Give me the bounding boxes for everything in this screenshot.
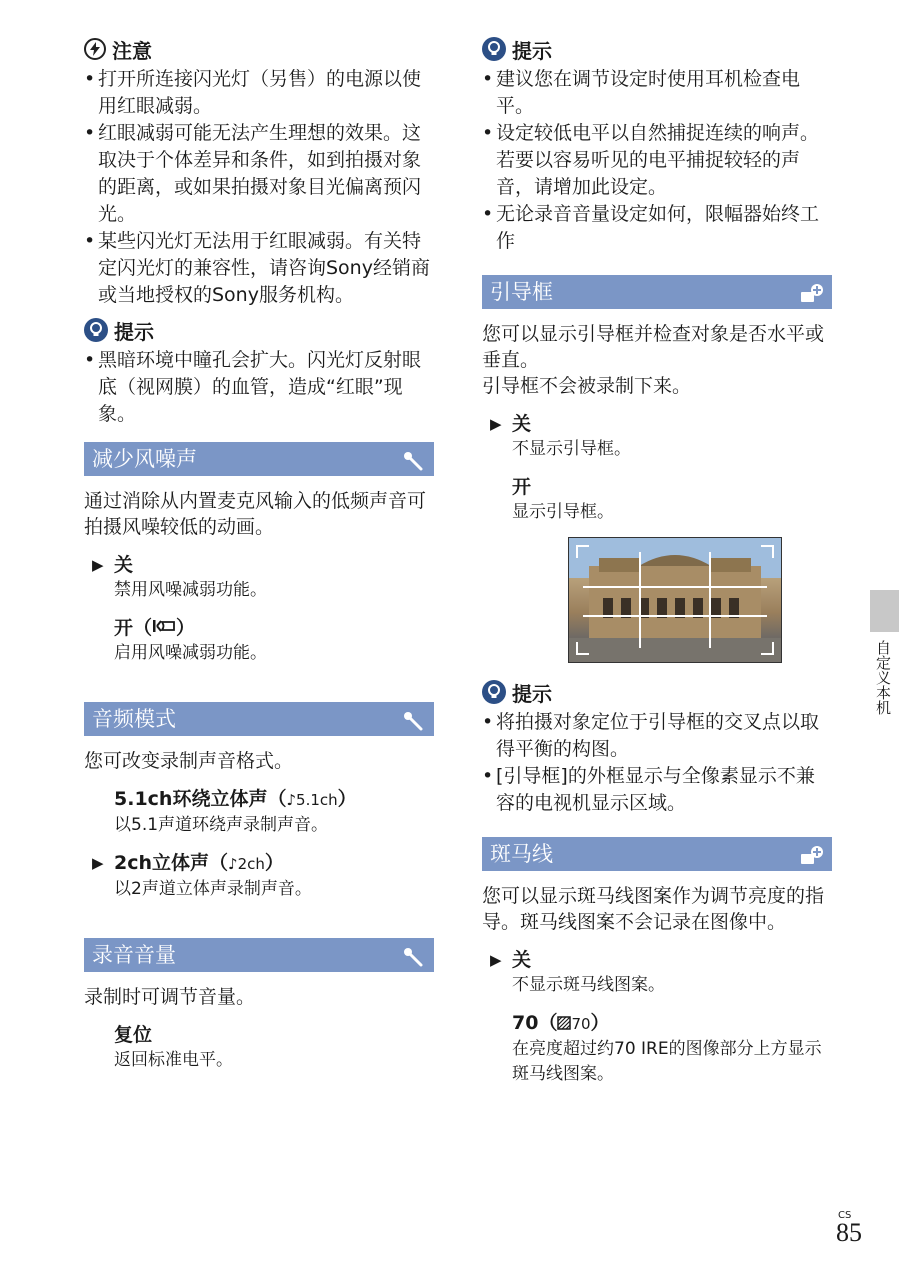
section-bar-audio-mode [84, 702, 434, 736]
option-off [482, 411, 832, 462]
zebra-pattern-icon [557, 1012, 571, 1034]
option-on [84, 615, 434, 666]
option-desc: 禁用风噪减弱功能。 [114, 580, 267, 600]
list-item: • 将拍摄对象定位于引导框的交叉点以取得平衡的构图。 [482, 709, 832, 763]
default-marker-icon: ▶ [92, 556, 104, 574]
section-body: 录制时可调节音量。 [84, 986, 256, 1008]
option-desc: 返回标准电平。 [114, 1050, 233, 1070]
option-title: 开（ ） [114, 617, 196, 639]
hint-heading [482, 677, 832, 707]
camera-settings-menu-icon [800, 843, 822, 865]
list-item: • 打开所连接闪光灯（另售）的电源以使用红眼减弱。 [84, 66, 434, 120]
option-title: 关 [512, 413, 532, 435]
hint-title: 提示 [512, 681, 552, 706]
section-body: 通过消除从内置麦克风输入的低频声音可拍摄风噪较低的动画。 [84, 490, 427, 538]
flash-caution-icon [84, 38, 106, 60]
camera-settings-menu-icon [800, 281, 822, 303]
lightbulb-hint-icon [84, 318, 108, 342]
list-item: • [引导框]的外框显示与全像素显示不兼容的电视机显示区域。 [482, 763, 832, 817]
hint-list [482, 709, 832, 817]
option-off [84, 552, 434, 603]
option-5-1ch [84, 786, 434, 838]
section-heading: 录音音量 [92, 943, 176, 967]
option-title: 70（ 70） [512, 1012, 610, 1034]
default-marker-icon: ▶ [490, 415, 502, 433]
section-bar-guide-frame [482, 275, 832, 309]
section-body: 您可以显示斑马线图案作为调节亮度的指导。斑马线图案不会记录在图像中。 [482, 885, 825, 933]
option-desc: 在亮度超过约70 IRE的图像部分上方显示斑马线图案。 [512, 1039, 822, 1084]
list-item: • 建议您在调节设定时使用耳机检查电平。 [482, 66, 832, 120]
section-body-2: 引导框不会被录制下来。 [482, 375, 692, 397]
option-title: 5.1ch环绕立体声（♪5.1ch） [114, 788, 357, 810]
page-number: 85 [836, 1218, 862, 1247]
option-2ch [84, 850, 434, 902]
chapter-side-tab [870, 590, 899, 632]
left-column [84, 34, 434, 1085]
option-70 [482, 1010, 832, 1087]
guide-frame-photo [568, 537, 782, 663]
option-desc: 不显示斑马线图案。 [512, 975, 665, 995]
list-item: • 某些闪光灯无法用于红眼减弱。有关特定闪光灯的兼容性，请咨询Sony经销商或当地授权的Sony服务机构。 [84, 228, 434, 309]
lightbulb-hint-icon [482, 680, 506, 704]
page-language-code: CS [838, 1210, 852, 1221]
microphone-menu-icon [402, 708, 424, 730]
list-item: • 无论录音音量设定如何，限幅器始终工作 [482, 201, 832, 255]
option-title: 开 [512, 476, 532, 498]
microphone-menu-icon [402, 944, 424, 966]
hint-list [84, 347, 434, 428]
option-off [482, 947, 832, 998]
section-heading: 音频模式 [92, 707, 176, 731]
hint-title: 提示 [512, 38, 552, 63]
hint-heading [482, 34, 832, 64]
option-desc: 显示引导框。 [512, 502, 614, 522]
list-item: • 红眼减弱可能无法产生理想的效果。这取决于个体差异和条件，如到拍摄对象的距离，或如果拍摄对象目光偏离预闪光。 [84, 120, 434, 228]
default-marker-icon: ▶ [92, 854, 104, 872]
section-bar-recording-volume [84, 938, 434, 972]
wind-reduction-icon [152, 617, 176, 639]
chapter-side-label: 自定义本机 [874, 640, 892, 715]
caution-heading [84, 34, 434, 64]
option-desc: 启用风噪减弱功能。 [114, 643, 267, 663]
option-desc: 以2声道立体声录制声音。 [114, 879, 312, 899]
list-item: • 设定较低电平以自然捕捉连续的响声。若要以容易听见的电平捕捉较轻的声音，请增加此设定。 [482, 120, 832, 201]
section-heading: 引导框 [490, 280, 553, 304]
option-title: 关 [114, 554, 134, 576]
option-title: 2ch立体声（♪2ch） [114, 852, 284, 874]
option-desc: 不显示引导框。 [512, 439, 631, 459]
section-body: 您可以显示引导框并检查对象是否水平或垂直。 [482, 323, 825, 371]
option-reset [84, 1022, 434, 1073]
option-desc: 以5.1声道环绕声录制声音。 [114, 815, 329, 835]
microphone-menu-icon [402, 448, 424, 470]
section-bar-zebra [482, 837, 832, 871]
right-column [482, 34, 832, 1099]
hint-list [482, 66, 832, 255]
section-body: 您可改变录制声音格式。 [84, 750, 294, 772]
caution-title: 注意 [112, 38, 152, 63]
section-heading: 减少风噪声 [92, 447, 197, 471]
option-title: 复位 [114, 1024, 153, 1046]
hint-title: 提示 [114, 319, 154, 344]
default-marker-icon: ▶ [490, 951, 502, 969]
lightbulb-hint-icon [482, 37, 506, 61]
caution-list [84, 66, 434, 309]
section-bar-wind-noise [84, 442, 434, 476]
option-on [482, 474, 832, 525]
option-title: 关 [512, 949, 532, 971]
section-heading: 斑马线 [490, 842, 553, 866]
list-item: • 黑暗环境中瞳孔会扩大。闪光灯反射眼底（视网膜）的血管，造成“红眼”现象。 [84, 347, 434, 428]
hint-heading [84, 315, 434, 345]
